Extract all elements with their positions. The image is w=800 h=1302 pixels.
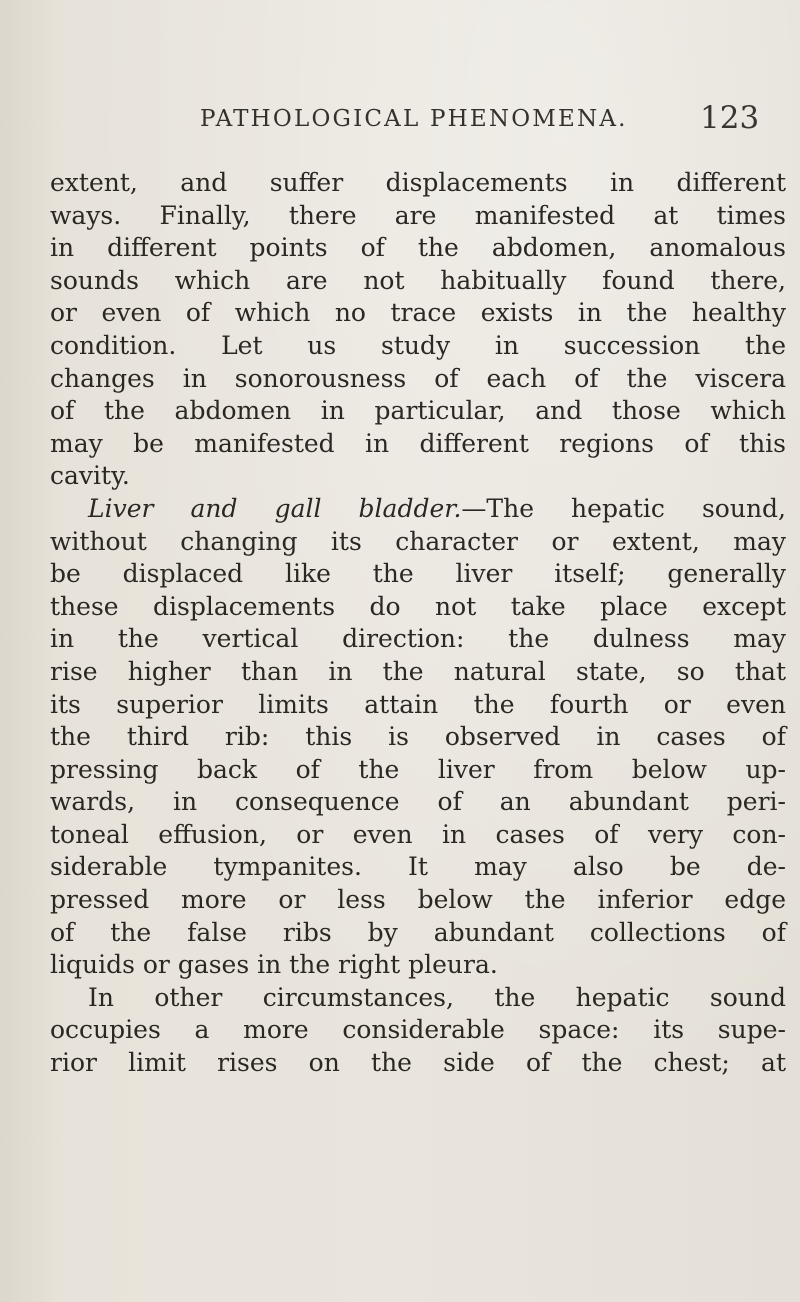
- text-line: wards, in consequence of an abundant peri-: [50, 787, 786, 817]
- text-line: be displaced like the liver itself; generally: [50, 559, 786, 589]
- text-line: siderable tympanites. It may also be de-: [50, 852, 786, 882]
- text-line: or even of which no trace exists in the healthy: [50, 298, 786, 328]
- text-line: in different points of the abdomen, anomalous: [50, 233, 786, 263]
- body-text: [50, 167, 786, 1080]
- text-line: without changing its character or extent, may: [50, 526, 786, 556]
- text-line: these displacements do not take place except: [50, 591, 786, 621]
- text-line: of the false ribs by abundant collections of: [50, 917, 786, 947]
- running-head-title: PATHOLOGICAL PHENOMENA.: [200, 106, 628, 132]
- text-line: In other circumstances, the hepatic sound: [88, 982, 786, 1012]
- text-line: of the abdomen in particular, and those which: [50, 396, 786, 426]
- text-line: its superior limits attain the fourth or even: [50, 689, 786, 719]
- text-line: occupies a more considerable space: its supe-: [50, 1015, 786, 1045]
- text-line: condition. Let us study in succession the: [50, 330, 786, 360]
- section-heading: Liver and gall bladder.: [88, 493, 462, 523]
- text-line: rise higher than in the natural state, so that: [50, 656, 786, 686]
- text-line-with-section-heading: [50, 493, 786, 526]
- text-line: pressing back of the liver from below up-: [50, 754, 786, 784]
- text-line: may be manifested in different regions of this: [50, 428, 786, 458]
- text-line: changes in sonorousness of each of the viscera: [50, 363, 786, 393]
- text-line: rior limit rises on the side of the chest; at: [50, 1048, 786, 1078]
- text-line: extent, and suffer displacements in different: [50, 168, 786, 197]
- text-line: toneal effusion, or even in cases of very con-: [50, 819, 786, 849]
- text-line: the third rib: this is observed in cases of: [50, 722, 786, 752]
- text-line: ways. Finally, there are manifested at times: [50, 200, 786, 230]
- text-line: liquids or gases in the right pleura.: [50, 950, 498, 980]
- text-fragment: —The hepatic sound,: [461, 493, 786, 523]
- text-line: sounds which are not habitually found there,: [50, 265, 786, 295]
- page-number: 123: [700, 100, 760, 136]
- text-line: pressed more or less below the inferior edge: [50, 885, 786, 915]
- text-line: cavity.: [50, 461, 130, 491]
- text-line: in the vertical direction: the dulness may: [50, 624, 786, 654]
